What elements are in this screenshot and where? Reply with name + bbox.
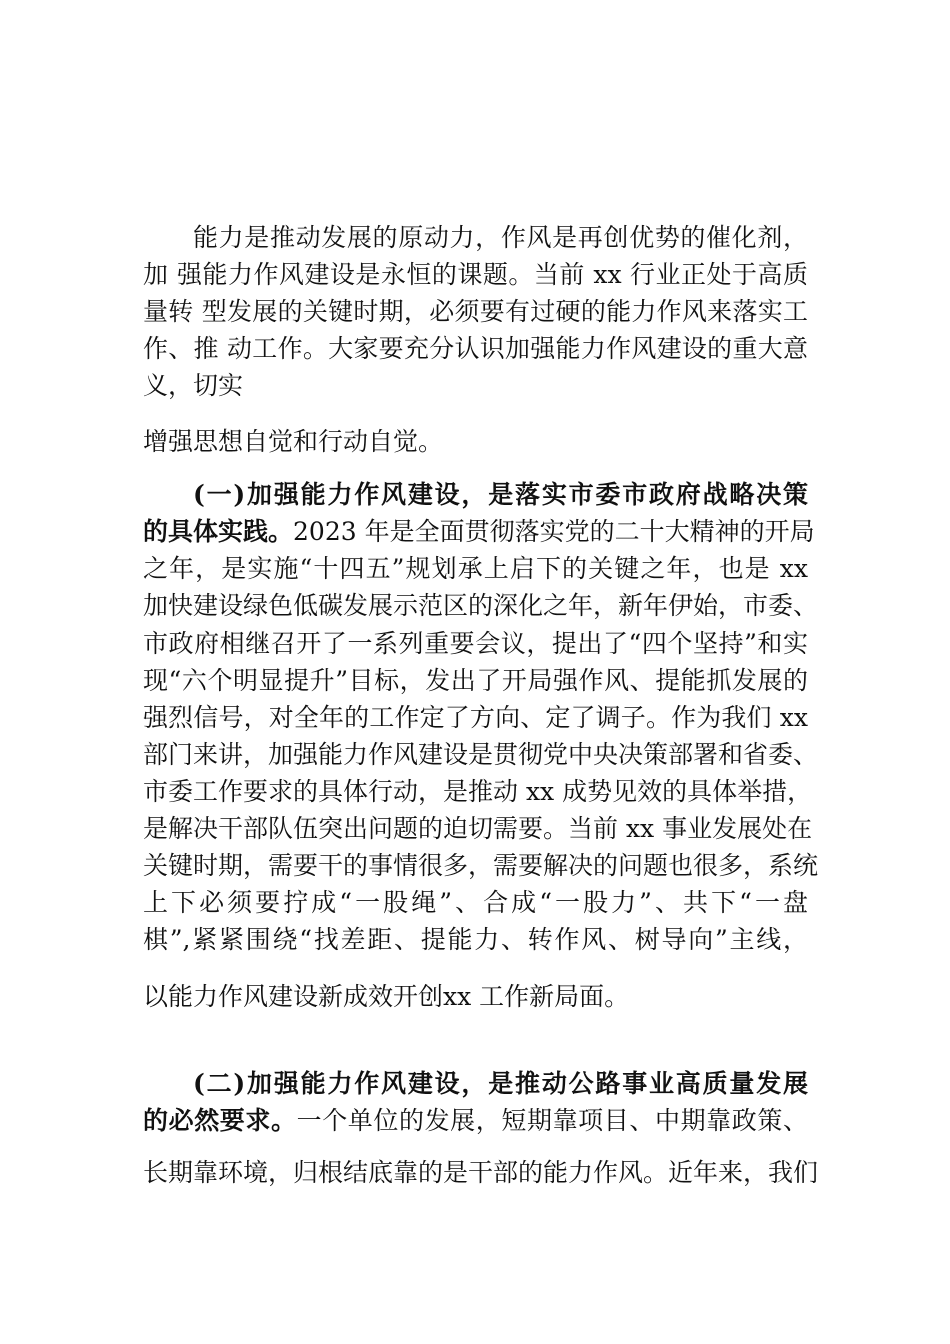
paragraph-line: 强烈信号，对全年的工作定了方向、定了调子。作为我们 xx bbox=[143, 703, 808, 732]
paragraph-line: 作、推 动工作。大家要充分认识加强能力作风建设的重大意 bbox=[143, 334, 808, 363]
paragraph-line: 义，切实 bbox=[143, 371, 244, 400]
section-heading-line2 bbox=[143, 516, 815, 548]
paragraph-line: 现“六个明显提升”目标，发出了开局强作风、提能抓发展的 bbox=[143, 666, 808, 695]
paragraph-line: 以能力作风建设新成效开创xx 工作新局面。 bbox=[143, 982, 630, 1011]
paragraph-text: 一个单位的发展，短期靠项目、中期靠政策、 bbox=[296, 1106, 808, 1135]
paragraph-line: 是解决干部队伍突出问题的迫切需要。当前 xx 事业发展处在 bbox=[143, 814, 813, 843]
section-heading: (一)加强能力作风建设，是落实市委市政府战略决策 bbox=[193, 480, 808, 509]
section-heading: (二)加强能力作风建设，是推动公路事业高质量发展 bbox=[193, 1069, 808, 1098]
paragraph-line: 关键时期，需要干的事情很多，需要解决的问题也很多，系统 bbox=[143, 851, 819, 880]
paragraph-line: 长期靠环境，归根结底靠的是干部的能力作风。近年来，我们 bbox=[143, 1158, 819, 1187]
paragraph-line: 增强思想自觉和行动自觉。 bbox=[143, 427, 444, 456]
paragraph-line: 部门来讲，加强能力作风建设是贯彻党中央决策部署和省委、 bbox=[143, 740, 819, 769]
paragraph-text: 2023 年是全面贯彻落实党的二十大精神的开局 bbox=[293, 517, 815, 546]
paragraph-line: 棋”,紧紧围绕“找差距、提能力、转作风、树导向”主线， bbox=[143, 925, 808, 954]
paragraph-line: 上下必须要拧成“一股绳”、合成“一股力”、共下“一盘 bbox=[143, 888, 808, 917]
paragraph-line: 加快建设绿色低碳发展示范区的深化之年，新年伊始，市委、 bbox=[143, 591, 819, 620]
paragraph-line: 量转 型发展的关键时期，必须要有过硬的能力作风来落实工 bbox=[143, 297, 808, 326]
paragraph-line: 能力是推动发展的原动力，作风是再创优势的催化剂， bbox=[193, 223, 808, 252]
section-heading-line2 bbox=[143, 1105, 808, 1137]
section-heading-end: 的具体实践。 bbox=[143, 517, 294, 546]
paragraph-line: 加 强能力作风建设是永恒的课题。当前 xx 行业正处于高质 bbox=[143, 260, 808, 289]
paragraph-line: 之年，是实施“十四五”规划承上启下的关键之年，也是 xx bbox=[143, 554, 808, 583]
paragraph-line: 市政府相继召开了一系列重要会议，提出了“四个坚持”和实 bbox=[143, 629, 808, 658]
paragraph-line: 市委工作要求的具体行动，是推动 xx 成势见效的具体举措， bbox=[143, 777, 813, 806]
section-heading-end: 的必然要求。 bbox=[143, 1106, 297, 1135]
